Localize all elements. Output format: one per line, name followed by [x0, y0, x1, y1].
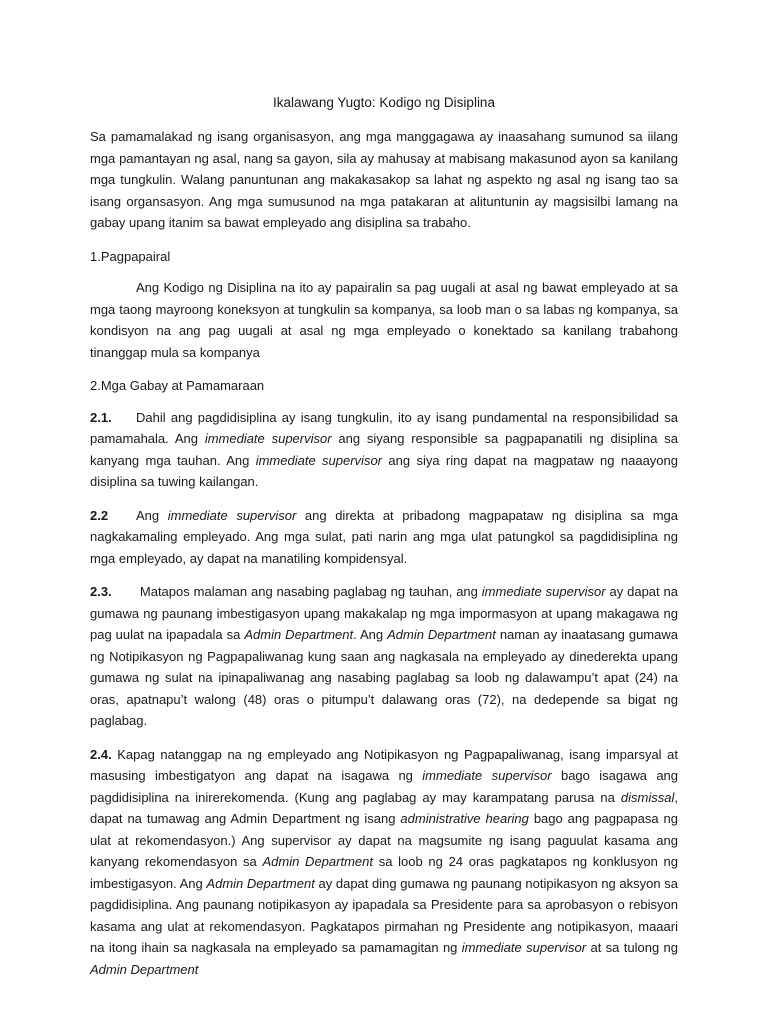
text: ay dapat na gumawa ng paunang imbestigasyon upang makakalap ng mga impormasyon at upang makagawa ng pag uulat na ipapadala sa — [90, 584, 678, 642]
text: . Ang — [353, 627, 388, 642]
text: Dahil ang pagdidisiplina ay isang tungkulin, ito ay isang pundamental na responsibilidad sa pamamahala. Ang — [90, 409, 678, 446]
paragraph-2-1 — [90, 407, 678, 493]
emphasis: Admin Department — [206, 875, 315, 891]
emphasis: immediate supervisor — [204, 431, 332, 446]
emphasis: immediate supervisor — [481, 584, 606, 599]
text: ang siyang responsible sa pagpapanatili ng disiplina sa kanyang mga tauhan. Ang — [90, 431, 679, 468]
text: ang direkta at pribadong magpapataw ng disiplina sa mga nagkakamaling empleyado. Ang mga sulat, pati narin ang mga ulat patungkol sa pagdidisiplina ng mga empleyado, ay dapat na manatiling kompidensyal. — [90, 507, 679, 566]
text: ay dapat ding gumawa ng paunang notipikasyon ng aksyon sa pagdidisiplina. Ang paunang notipikasyon ay ipapadala sa Presidente para sa aprobasyon o rebisyon kasama ang ulat at rekomendasyon. Pagkatapos pirmahan ng Presidente ang notipikasyon, maaari na itong ihain sa nagkasala na empleyado sa pamamagitan ng — [90, 875, 678, 955]
paragraph-number: 2.3. — [90, 584, 112, 599]
emphasis: immediate supervisor — [255, 452, 383, 468]
text: ang siya ring dapat na magpataw ng naaayong disiplina sa tuwing kailangan. — [90, 452, 678, 489]
text: Kapag natanggap na ng empleyado ang Notipikasyon ng Pagpapaliwanag, isang imparsyal at masusing imbestigatyon ang dapat na isagawa ng — [90, 746, 678, 783]
paragraph-2-3 — [90, 581, 678, 732]
paragraph-number: 2.4. — [90, 746, 112, 762]
emphasis: Admin Department — [244, 627, 354, 642]
emphasis: dismissal — [620, 789, 675, 805]
emphasis: immediate supervisor — [167, 507, 297, 523]
emphasis: administrative hearing — [400, 811, 529, 826]
paragraph-2-2 — [90, 505, 678, 570]
emphasis: Admin Department — [90, 961, 199, 977]
text: sa loob ng 24 oras pagkatapos ng konklusyon ng imbestigasyon. Ang — [90, 854, 679, 891]
section-heading-mga-gabay: 2.Mga Gabay at Pamamaraan — [90, 378, 265, 393]
paragraph-2-4 — [90, 744, 678, 981]
text: naman ay inaatasang gumawa ng Notipikasyon ng Pagpapaliwanag kung saan ang nagkasala na empleyado ay dinederekta upang gumawa ng sulat na ipinapaliwanag ang nasabing paglabag sa loob ng dalawampu’t apat (24) na oras, apatnapu’t walong (48) oras o pitumpu’t dalawang oras (72), na dedepende sa bigat ng paglabag. — [90, 627, 678, 728]
text: , dapat na tumawag ang Admin Department ng isang — [90, 789, 678, 826]
emphasis: immediate supervisor — [461, 940, 587, 955]
emphasis: Admin Department — [387, 627, 496, 642]
text: bago isagawa ang pagdidisiplina na inirerekomenda. (Kung ang paglabag ay may karampatang parusa na — [90, 768, 679, 805]
intro-paragraph: Sa pamamalakad ng isang organisasyon, ang mga manggagawa ay inaasahang sumunod sa iilang mga pamantayan ng asal, nang sa gayon, sila ay mahusay at mabisang makasunod ayon sa kanilang mga tungkulin. Walang panuntunan ang makakasakop sa lahat ng aspekto ng asal ng isang tao sa isang organsasyon. Ang mga sumusunod na mga patakaran at alituntunin ay magsisilbi lamang na gabay upang itanim sa bawat empleyado ang disiplina sa trabaho. — [90, 129, 678, 230]
text: bago ang pagpapasa ng ulat at rekomendasyon.) Ang supervisor ay dapat na magsumite ng isang paguulat kasama ang kanyang rekomendasyon sa — [90, 811, 679, 869]
pagpapairal-paragraph: Ang Kodigo ng Disiplina na ito ay papairalin sa pag uugali at asal ng bawat empleyado at sa mga taong mayroong koneksyon at tungkulin sa kompanya, sa loob man o sa labas ng kompanya, sa kondisyon na ang pag uugali at asal ng mga empleyado o konektado sa kanilang trabahong tinanggap mula sa kompanya — [90, 280, 678, 360]
text: Matapos malaman ang nasabing paglabag ng tauhan, ang — [136, 584, 482, 599]
paragraph-number: 2.2 — [90, 507, 109, 523]
emphasis: Admin Department — [262, 854, 373, 869]
paragraph-number: 2.1. — [90, 409, 112, 425]
text: Ang — [136, 507, 168, 523]
text: at sa tulong ng — [586, 940, 679, 955]
document-title: Ikalawang Yugto: Kodigo ng Disiplina — [273, 95, 495, 110]
emphasis: immediate supervisor — [422, 768, 552, 783]
section-heading-pagpapairal: 1.Pagpapairal — [90, 248, 171, 264]
